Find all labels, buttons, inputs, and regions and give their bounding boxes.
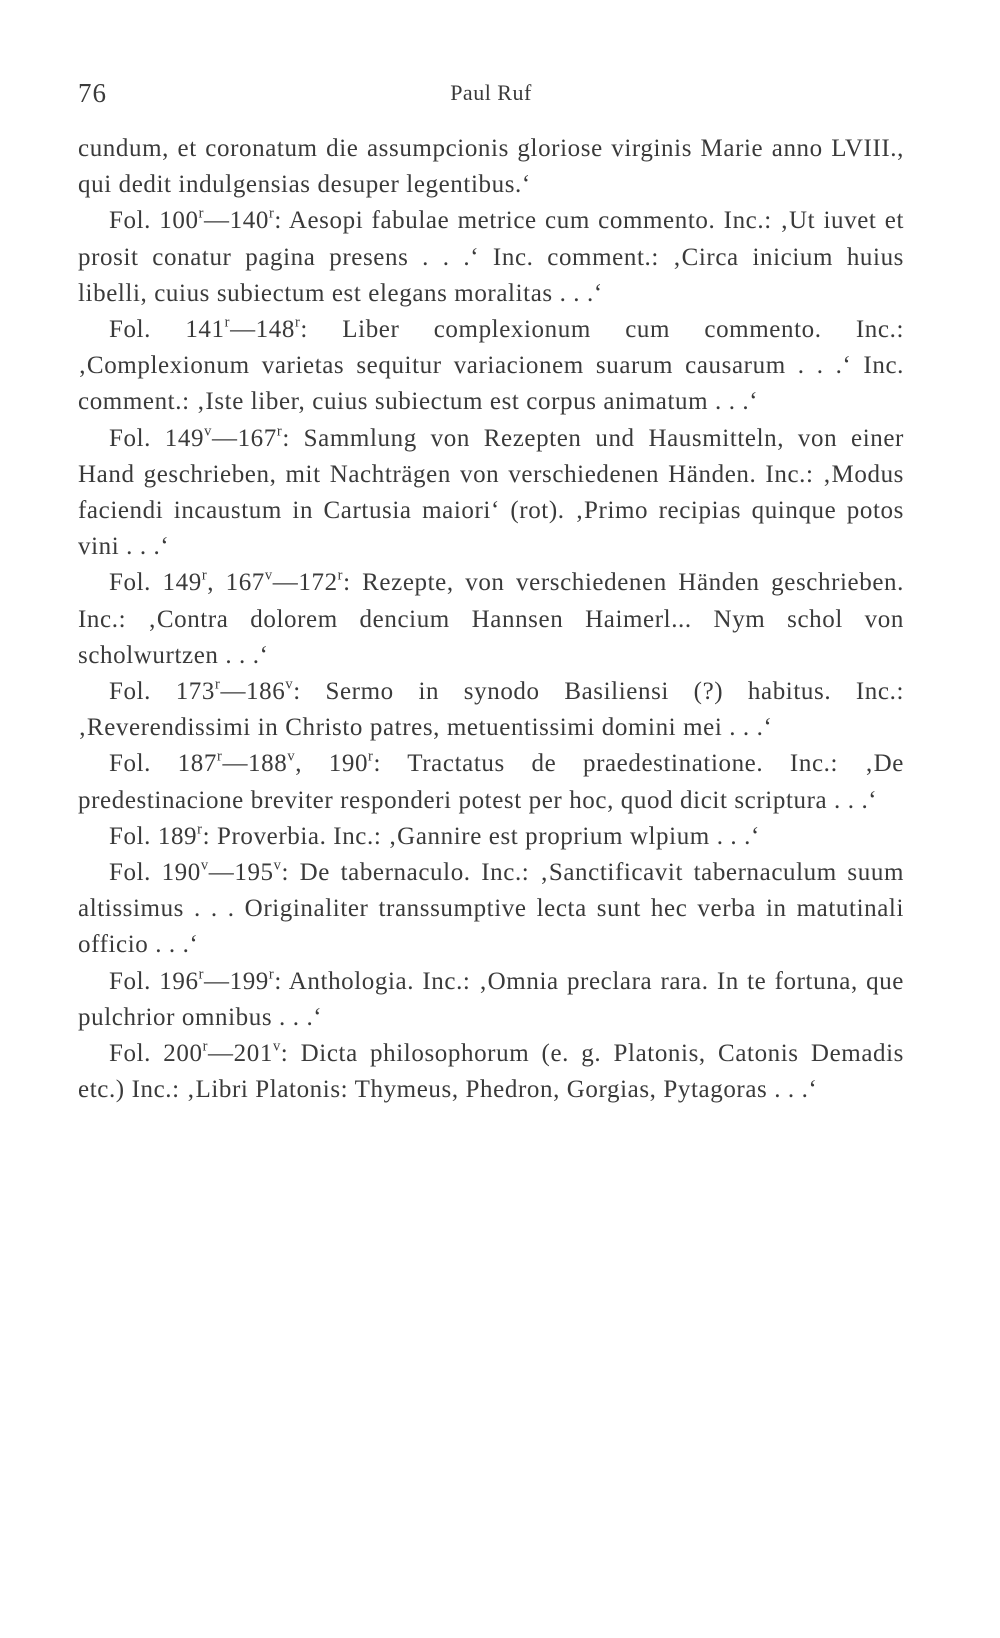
- entry-text: Sermo in synodo Basiliensi (?) habitus. Inc.: ‚Reverendissimi in Christo patres, metuentissimi domini mei . . .‘: [78, 678, 905, 742]
- entry-sermo: [78, 674, 904, 746]
- folio-side-marker: r: [268, 966, 275, 983]
- folio-side-marker: v: [200, 857, 209, 874]
- folio-ref: Fol. 141$^r$—148$^r$:: [109, 314, 308, 344]
- page-header: [78, 78, 904, 114]
- folio-side-marker: v: [285, 676, 294, 693]
- folio-side-marker: r: [368, 749, 374, 766]
- folio-ref: Fol. 100$^r$—140$^r$:: [109, 205, 282, 235]
- body-text: [78, 131, 904, 1108]
- entry-dicta-philosophorum: [78, 1036, 904, 1108]
- entry-text: Sammlung von Rezepten und Hausmitteln, von einer Hand geschrieben, mit Nachträgen von verschiedenen Händen. Inc.: ‚Modus faciendi incaustum in Cartusia maiori‘ (rot). ‚Primo recipias quinque potos vini . . .‘: [78, 424, 904, 561]
- folio-side-marker: v: [273, 857, 282, 874]
- folio-side-marker: r: [276, 423, 283, 440]
- entry-text: De tabernaculo. Inc.: ‚Sanctificavit tabernaculum suum altissimus . . . Originaliter transsumptive lecta sunt hec verba in matutinali officio . . .‘: [78, 859, 904, 959]
- folio-side-marker: r: [337, 568, 344, 584]
- entry-tabernaculo: [78, 855, 904, 964]
- entry-text: Aesopi fabulae metrice cum commento. Inc.: ‚Ut iuvet et prosit conatur pagina presens . . .‘ Inc. comment.: ‚Circa inicium huius libelli, cuius subiectum est elegans moralitas . . .‘: [78, 207, 904, 307]
- folio-side-marker: v: [264, 568, 273, 584]
- folio-side-marker: r: [202, 1038, 209, 1055]
- entry-text: Dicta philosophorum (e. g. Platonis, Catonis Demadis etc.) Inc.: ‚Libri Platonis: Thymeus, Phedron, Gorgias, Pytagoras . . .‘: [78, 1040, 904, 1104]
- folio-ref: Fol. 189$^r$:: [109, 821, 211, 850]
- page-number: 76: [78, 78, 107, 108]
- folio-ref: Fol. 173$^r$—186$^v$:: [109, 676, 301, 706]
- entry-rezepte: [78, 565, 904, 674]
- folio-side-marker: v: [204, 423, 212, 440]
- folio-side-marker: r: [215, 676, 221, 693]
- folio-ref: Fol. 149$^v$—167$^r$:: [109, 423, 290, 452]
- entry-text: Proverbia. Inc.: ‚Gannire est proprium wlpium . . .‘: [210, 822, 760, 850]
- folio-side-marker: v: [287, 749, 296, 766]
- folio-side-marker: r: [224, 314, 231, 331]
- entry-praedestinatione: [78, 746, 904, 818]
- folio-side-marker: r: [217, 749, 223, 766]
- folio-ref: Fol. 196$^r$—199$^r$:: [109, 966, 282, 995]
- entry-anthologia: [78, 964, 904, 1036]
- folio-side-marker: r: [268, 205, 275, 222]
- entry-complexionum: [78, 312, 904, 421]
- entry-text: Tractatus de praedestinatione. Inc.: ‚De predestinacione breviter responderi potest per hoc, quod dicit scriptura . . .‘: [78, 750, 904, 814]
- folio-side-marker: r: [198, 205, 205, 222]
- entry-rezepte-sammlung: [78, 421, 904, 566]
- entry-proverbia: [78, 819, 904, 855]
- paragraph-text: cundum, et coronatum die assumpcionis gloriose virginis Marie anno LVIII., qui dedit indulgensias desuper legentibus.‘: [78, 135, 904, 199]
- folio-side-marker: r: [197, 821, 203, 838]
- folio-side-marker: r: [201, 568, 208, 584]
- paragraph-continuation: [78, 131, 904, 203]
- folio-ref: Fol. 149$^r$, 167$^v$—172$^r$:: [109, 568, 351, 597]
- running-head: Paul Ruf: [450, 80, 532, 105]
- folio-side-marker: r: [294, 314, 301, 331]
- entry-text: Anthologia. Inc.: ‚Omnia preclara rara. In te fortuna, que pulchrior omnibus . . .‘: [78, 967, 904, 1031]
- folio-side-marker: v: [272, 1038, 281, 1055]
- folio-side-marker: r: [198, 966, 204, 983]
- folio-ref: Fol. 200$^r$—201$^v$:: [109, 1038, 289, 1068]
- entry-text: Rezepte, von verschiedenen Händen geschrieben. Inc.: ‚Contra dolorem dencium Hannsen Haimerl... Nym schol von scholwurtzen . . .‘: [78, 569, 904, 669]
- folio-ref: Fol. 190$^v$—195$^v$:: [109, 857, 290, 887]
- entry-aesopi: [78, 203, 904, 312]
- entry-text: Liber complexionum cum commento. Inc.: ‚Complexionum varietas sequitur variacionem suarum causarum . . .‘ Inc. comment.: ‚Iste liber, cuius subiectum est corpus animatum . . .‘: [78, 316, 904, 416]
- folio-ref: Fol. 187$^r$—188$^v$, 190$^r$:: [109, 749, 382, 778]
